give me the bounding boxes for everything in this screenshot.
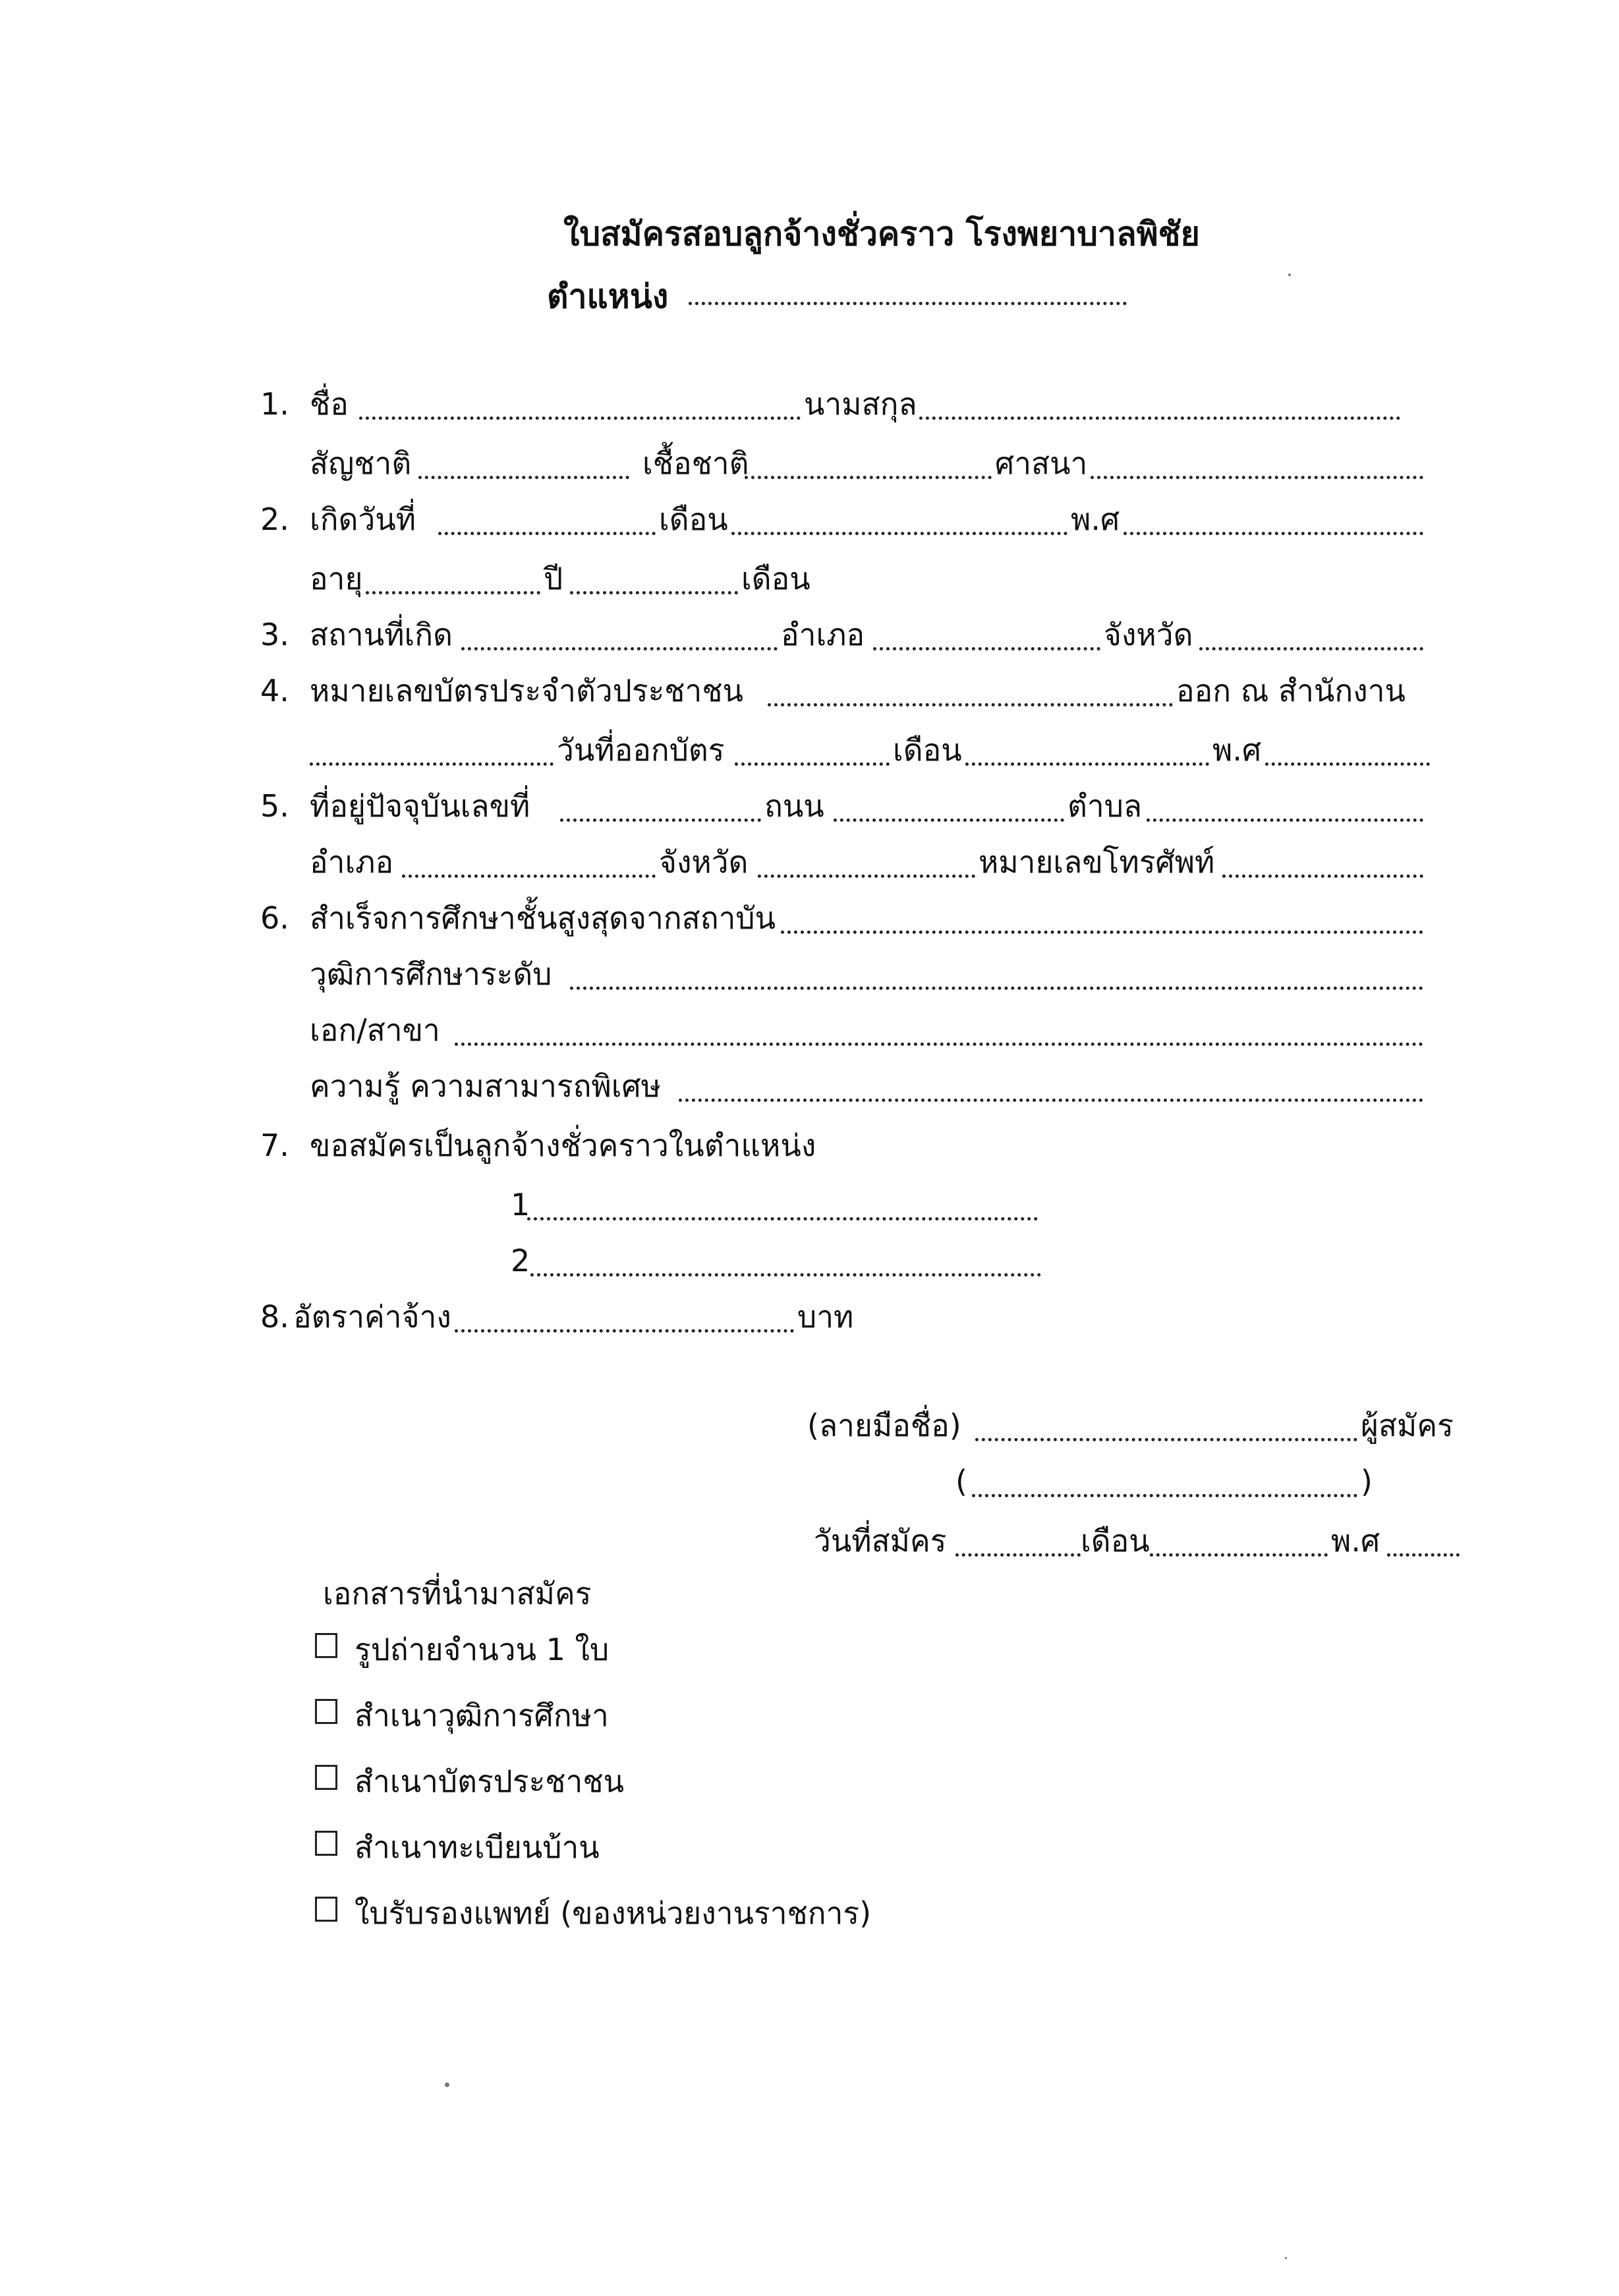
addr-district-field[interactable] — [402, 875, 656, 878]
birth-year-label: พ.ศ — [1071, 502, 1120, 537]
item-number-7: 7. — [260, 1128, 289, 1163]
addr-district-label: อำเภอ — [310, 844, 394, 880]
address-no-field[interactable] — [560, 818, 761, 822]
id-card-copy-checkbox[interactable] — [315, 1765, 337, 1790]
apply-year-label: พ.ศ — [1331, 1523, 1380, 1559]
nationality-field[interactable] — [418, 476, 629, 479]
photo-checkbox[interactable] — [315, 1633, 337, 1658]
item-number-5: 5. — [260, 788, 289, 824]
education-copy-checkbox[interactable] — [315, 1699, 337, 1724]
apply-date-label: วันที่สมัคร — [814, 1523, 947, 1559]
nationality-label: สัญชาติ — [310, 445, 412, 481]
issue-day-field[interactable] — [735, 762, 890, 766]
item-number-8: 8. — [260, 1299, 289, 1335]
birth-day-field[interactable] — [438, 532, 656, 535]
birth-district-label: อำเภอ — [781, 617, 865, 652]
first-name-field[interactable] — [359, 416, 801, 420]
document-item: รูปถ่ายจำนวน 1 ใบ — [355, 1632, 610, 1667]
scan-speck — [445, 2082, 449, 2087]
graduated-from-label: สำเร็จการศึกษาชั้นสูงสุดจากสถาบัน — [310, 900, 776, 936]
item-number-1: 1. — [260, 386, 289, 422]
apply-day-field[interactable] — [955, 1553, 1081, 1557]
first-name-label: ชื่อ — [310, 386, 349, 422]
choice-1-number: 1 — [511, 1187, 530, 1222]
subdistrict-field[interactable] — [1147, 818, 1423, 822]
applicant-label: ผู้สมัคร — [1361, 1408, 1454, 1443]
age-years-field[interactable] — [366, 591, 540, 594]
apply-month-label: เดือน — [1081, 1523, 1150, 1559]
wage-label: อัตราค่าจ้าง — [293, 1299, 451, 1335]
document-item: สำเนาวุฒิการศึกษา — [355, 1698, 609, 1733]
major-field[interactable] — [455, 1043, 1423, 1046]
birth-province-field[interactable] — [1199, 647, 1423, 650]
race-label: เชื้อชาติ — [642, 445, 749, 481]
id-card-field[interactable] — [768, 703, 1173, 706]
position-field[interactable] — [689, 302, 1127, 305]
document-item: สำเนาบัตรประชาชน — [355, 1764, 625, 1799]
religion-label: ศาสนา — [995, 445, 1088, 481]
document-item: ใบรับรองแพทย์ (ของหน่วยงานราชการ) — [355, 1895, 872, 1931]
phone-field[interactable] — [1222, 875, 1423, 878]
special-skills-label: ความรู้ ความสามารถพิเศษ — [310, 1068, 662, 1104]
apply-position-label: ขอสมัครเป็นลูกจ้างชั่วคราวในตำแหน่ง — [310, 1128, 816, 1163]
signature-label: (ลายมือชื่อ) — [807, 1408, 961, 1443]
last-name-field[interactable] — [919, 416, 1400, 420]
item-number-4: 4. — [260, 673, 289, 708]
birth-day-label: เกิดวันที่ — [310, 502, 416, 537]
religion-field[interactable] — [1091, 476, 1423, 479]
issue-month-label: เดือน — [893, 732, 962, 768]
last-name-label: นามสกุล — [804, 386, 917, 422]
age-months-field[interactable] — [570, 591, 738, 594]
issued-office-field[interactable] — [310, 762, 554, 766]
printed-name-field[interactable] — [972, 1494, 1357, 1497]
graduated-from-field[interactable] — [781, 931, 1423, 934]
race-field[interactable] — [745, 476, 992, 479]
birth-province-label: จังหวัด — [1104, 617, 1193, 652]
apply-month-field[interactable] — [1150, 1553, 1328, 1557]
birthplace-label: สถานที่เกิด — [310, 617, 453, 652]
item-number-3: 3. — [260, 617, 289, 652]
special-skills-field[interactable] — [679, 1099, 1423, 1102]
documents-heading: เอกสารที่นำมาสมัคร — [323, 1576, 592, 1611]
baht-label: บาท — [797, 1299, 854, 1335]
degree-level-field[interactable] — [570, 987, 1423, 990]
item-number-2: 2. — [260, 502, 289, 537]
birth-year-field[interactable] — [1123, 532, 1423, 535]
address-no-label: ที่อยู่ปัจจุบันเลขที่ — [310, 788, 530, 824]
issued-at-label: ออก ณ สำนักงาน — [1176, 673, 1406, 708]
paren-open: ( — [955, 1464, 967, 1499]
apply-year-field[interactable] — [1387, 1553, 1460, 1557]
road-field[interactable] — [834, 818, 1064, 822]
scan-speck — [1288, 273, 1291, 276]
major-label: เอก/สาขา — [310, 1012, 440, 1048]
item-number-6: 6. — [260, 900, 289, 936]
id-card-label: หมายเลขบัตรประจำตัวประชาชน — [310, 673, 743, 708]
issue-year-label: พ.ศ — [1212, 732, 1262, 768]
addr-province-field[interactable] — [758, 875, 975, 878]
house-registration-copy-checkbox[interactable] — [315, 1831, 337, 1856]
paren-close: ) — [1361, 1464, 1373, 1499]
form-title: ใบสมัครสอบลูกจ้างชั่วคราว โรงพยาบาลพิชัย — [563, 215, 1200, 253]
degree-level-label: วุฒิการศึกษาระดับ — [310, 956, 552, 992]
issue-day-label: วันที่ออกบัตร — [557, 732, 725, 768]
phone-label: หมายเลขโทรศัพท์ — [979, 844, 1215, 880]
choice-2-number: 2 — [511, 1243, 530, 1278]
road-label: ถนน — [764, 788, 824, 824]
scan-speck — [1285, 2257, 1287, 2259]
issue-year-field[interactable] — [1265, 762, 1430, 766]
medical-certificate-checkbox[interactable] — [315, 1897, 337, 1922]
birth-month-label: เดือน — [659, 502, 728, 537]
choice-2-field[interactable] — [530, 1273, 1041, 1277]
choice-1-field[interactable] — [527, 1217, 1038, 1220]
position-label: ตำแหน่ง — [547, 277, 669, 316]
age-label: อายุ — [310, 561, 363, 596]
age-years-label: ปี — [544, 561, 563, 596]
birth-district-field[interactable] — [873, 647, 1100, 650]
addr-province-label: จังหวัด — [659, 844, 749, 880]
document-item: สำเนาทะเบียนบ้าน — [355, 1829, 600, 1865]
subdistrict-label: ตำบล — [1067, 788, 1143, 824]
birthplace-field[interactable] — [461, 647, 778, 650]
issue-month-field[interactable] — [965, 762, 1209, 766]
birth-month-field[interactable] — [731, 532, 1067, 535]
wage-field[interactable] — [455, 1329, 794, 1333]
age-months-label: เดือน — [741, 561, 810, 596]
signature-field[interactable] — [975, 1438, 1357, 1441]
